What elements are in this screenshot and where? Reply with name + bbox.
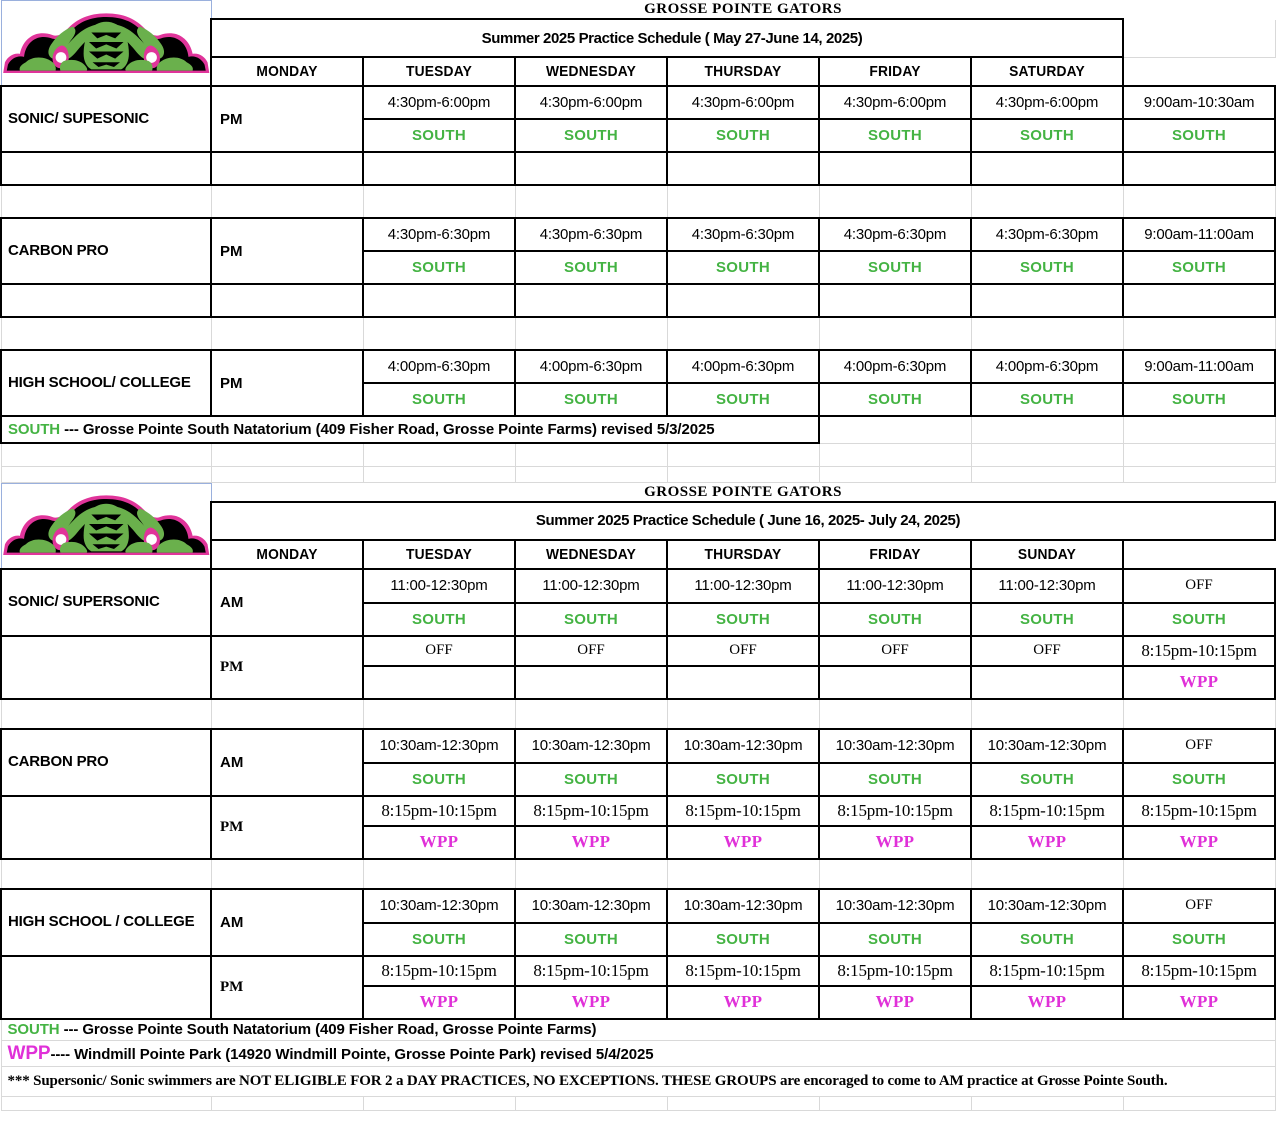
cell-location: WPP: [667, 826, 819, 859]
day-header-wednesday: WEDNESDAY: [521, 57, 661, 86]
cell-time: 8:15pm-10:15pm: [515, 796, 667, 826]
cell-time: 8:15pm-10:15pm: [819, 796, 971, 826]
schedule-subtitle-2: Summer 2025 Practice Schedule ( June 16, 2025- July 24, 2025): [211, 502, 1275, 540]
gap-row: [1, 466, 1287, 482]
cell-location: SOUTH: [819, 763, 971, 796]
spacer: [1123, 540, 1275, 569]
cell-time: OFF: [667, 636, 819, 666]
cell-time: OFF: [971, 636, 1123, 666]
day-header-friday: FRIDAY: [825, 540, 965, 569]
spacer: [1275, 416, 1287, 443]
cell-location: WPP: [515, 986, 667, 1019]
cell-location: SOUTH: [971, 603, 1123, 636]
gap-row: [1, 317, 1287, 350]
gap-row: [1, 699, 1287, 729]
group-label-carbon-pro: CARBON PRO: [1, 218, 211, 284]
day-header-tuesday: TUESDAY: [369, 540, 509, 569]
cell-location: SOUTH: [971, 383, 1123, 416]
period-label-sonic-pm: PM: [211, 636, 363, 699]
day-header-monday: MONDAY: [217, 540, 357, 569]
empty-cell: [211, 152, 363, 185]
group-label-sonic: SONIC/ SUPERSONIC: [1, 569, 211, 636]
gator-logo: [1, 1, 211, 87]
cell-location: SOUTH: [819, 383, 971, 416]
cell-location: SOUTH: [971, 119, 1123, 152]
cell-time: 8:15pm-10:15pm: [363, 796, 515, 826]
cell-location: SOUTH: [515, 763, 667, 796]
cell-time: 4:00pm-6:30pm: [515, 350, 667, 383]
cell-location: SOUTH: [971, 763, 1123, 796]
group-row-highschool-times: [1, 350, 1287, 383]
legend-wpp-2: [1, 1041, 1275, 1067]
spacer: [1275, 826, 1287, 859]
legend-row-wpp-2: [1, 1041, 1287, 1067]
cell-time: 8:15pm-10:15pm: [971, 796, 1123, 826]
legend-pad: [819, 416, 971, 443]
empty-cell: [667, 152, 819, 185]
day-header-tuesday: TUESDAY: [369, 57, 509, 86]
cell-location: SOUTH: [667, 119, 819, 152]
cell-time: 4:00pm-6:30pm: [971, 350, 1123, 383]
cell-location: SOUTH: [1123, 119, 1275, 152]
cell-location: [363, 666, 515, 699]
spacer: [1275, 729, 1287, 763]
legend-wpp-text: ---- Windmill Pointe Park (14920 Windmill Pointe, Grosse Pointe Park) revised 5/4/2025: [50, 1045, 654, 1063]
spacer: [1275, 251, 1287, 284]
cell-location: SOUTH: [819, 251, 971, 284]
spacer: [1275, 1019, 1287, 1041]
empty-cell: [515, 284, 667, 317]
cell-time: 4:30pm-6:00pm: [363, 86, 515, 119]
cell-location: SOUTH: [363, 119, 515, 152]
empty-cell: [1, 284, 211, 317]
cell-location: WPP: [363, 986, 515, 1019]
cell-location: WPP: [1123, 986, 1275, 1019]
spacer: [1275, 956, 1287, 986]
cell-location: WPP: [819, 986, 971, 1019]
cell-location: SOUTH: [667, 603, 819, 636]
group-label-sonic: SONIC/ SUPESONIC: [1, 86, 211, 152]
legend-south-text: --- Grosse Pointe South Natatorium (409 Fisher Road, Grosse Pointe Farms): [59, 1021, 597, 1039]
day-header-wednesday: WEDNESDAY: [521, 540, 661, 569]
empty-cell: [1, 152, 211, 185]
legend-wpp-tag: WPP: [7, 1042, 51, 1064]
cell-time: 9:00am-11:00am: [1123, 218, 1275, 251]
day-header-monday: MONDAY: [217, 57, 357, 86]
spacer: [1275, 763, 1287, 796]
group-label-high-school-college: HIGH SCHOOL / COLLEGE: [1, 889, 211, 956]
empty-cell: [1, 636, 211, 699]
cell-time: 4:30pm-6:30pm: [971, 218, 1123, 251]
period-label-carbon-pro-am: AM: [211, 729, 363, 796]
cell-location: SOUTH: [515, 251, 667, 284]
day-header-thursday: THURSDAY: [673, 57, 813, 86]
spacer: [1275, 1, 1287, 20]
cell-time: 11:00-12:30pm: [819, 569, 971, 603]
empty-cell: [971, 284, 1123, 317]
spacer: [1275, 540, 1287, 569]
cell-location: SOUTH: [819, 603, 971, 636]
cell-time: 10:30am-12:30pm: [667, 729, 819, 763]
legend-pad: [1123, 416, 1275, 443]
cell-time: 4:30pm-6:00pm: [819, 86, 971, 119]
cell-time: OFF: [515, 636, 667, 666]
gap-row: [1, 1097, 1287, 1111]
group-label-carbon-pro: CARBON PRO: [1, 729, 211, 796]
cell-location: SOUTH: [971, 923, 1123, 956]
cell-location: SOUTH: [1123, 923, 1275, 956]
period-label-carbon-pro-pm: PM: [211, 796, 363, 859]
cell-time: 11:00-12:30pm: [363, 569, 515, 603]
cell-location: SOUTH: [667, 763, 819, 796]
cell-time: 10:30am-12:30pm: [971, 729, 1123, 763]
group-row-sonic-am-times: [1, 569, 1287, 603]
period-label-carbon-pro: PM: [211, 218, 363, 284]
spacer: [1275, 152, 1287, 185]
group-row-sonic-empty: [1, 152, 1287, 185]
spacer: [1275, 383, 1287, 416]
cell-location: SOUTH: [1123, 251, 1275, 284]
cell-time: 10:30am-12:30pm: [363, 889, 515, 923]
cell-time: 4:30pm-6:00pm: [971, 86, 1123, 119]
cell-location: SOUTH: [819, 923, 971, 956]
cell-location: SOUTH: [363, 603, 515, 636]
spacer: [1275, 483, 1287, 502]
cell-time: 10:30am-12:30pm: [363, 729, 515, 763]
cell-location: SOUTH: [667, 251, 819, 284]
cell-time: 10:30am-12:30pm: [515, 889, 667, 923]
cell-location: SOUTH: [363, 383, 515, 416]
cell-time: OFF: [363, 636, 515, 666]
cell-location: SOUTH: [363, 763, 515, 796]
period-label-high-school-college-am: AM: [211, 889, 363, 956]
period-label-high-school-college: PM: [211, 350, 363, 416]
gator-logo-icon: [2, 493, 211, 557]
group-row-carbon-am-times: [1, 729, 1287, 763]
period-label-high-school-college-pm: PM: [211, 956, 363, 1019]
cell-location: SOUTH: [1123, 383, 1275, 416]
period-label-sonic: PM: [211, 86, 363, 152]
empty-cell: [363, 152, 515, 185]
spacer: [1275, 119, 1287, 152]
cell-time: 4:30pm-6:00pm: [667, 86, 819, 119]
cell-time: 4:00pm-6:30pm: [667, 350, 819, 383]
gator-logo-icon: [2, 11, 211, 75]
gap-row: [1, 185, 1287, 218]
empty-cell: [515, 152, 667, 185]
eligibility-note: *** Supersonic/ Sonic swimmers are NOT ELIGIBLE FOR 2 a DAY PRACTICES, NO EXCEPTIONS. THESE GROUPS are encoraged to come to AM practice at Grosse Pointe South.: [1, 1067, 1275, 1097]
group-row-carbon-times: [1, 218, 1287, 251]
group-row-sonic-times: [1, 86, 1287, 119]
cell-location: SOUTH: [515, 923, 667, 956]
cell-time: 8:15pm-10:15pm: [667, 796, 819, 826]
cell-time: 8:15pm-10:15pm: [1123, 636, 1275, 666]
cell-time: 8:15pm-10:15pm: [363, 956, 515, 986]
schedule-subtitle-1: Summer 2025 Practice Schedule ( May 27-June 14, 2025): [211, 19, 1123, 57]
cell-time: OFF: [1123, 729, 1275, 763]
cell-time: 9:00am-11:00am: [1123, 350, 1275, 383]
cell-location: SOUTH: [515, 383, 667, 416]
title-row-2: [1, 483, 1287, 502]
empty-cell: [667, 284, 819, 317]
cell-time: 4:30pm-6:30pm: [363, 218, 515, 251]
cell-location: SOUTH: [1123, 603, 1275, 636]
spacer: [1275, 796, 1287, 826]
cell-time: 4:00pm-6:30pm: [363, 350, 515, 383]
cell-time: 11:00-12:30pm: [667, 569, 819, 603]
group-label-high-school-college: HIGH SCHOOL/ COLLEGE: [1, 350, 211, 416]
cell-location: WPP: [819, 826, 971, 859]
title-row-1: [1, 1, 1287, 20]
spacer: [1275, 19, 1287, 57]
spacer: [1275, 636, 1287, 666]
empty-cell: [971, 152, 1123, 185]
cell-location: WPP: [971, 986, 1123, 1019]
cell-time: 10:30am-12:30pm: [819, 889, 971, 923]
cell-location: [667, 666, 819, 699]
empty-cell: [1123, 152, 1275, 185]
spacer: [1275, 986, 1287, 1019]
empty-cell: [211, 284, 363, 317]
spacer: [1275, 889, 1287, 923]
schedule-table-1: [0, 0, 1287, 483]
legend-south-1: [1, 416, 819, 443]
cell-time: 4:30pm-6:30pm: [515, 218, 667, 251]
spacer: [1275, 1067, 1287, 1097]
legend-row-south-2: [1, 1019, 1287, 1041]
cell-location: [515, 666, 667, 699]
cell-location: WPP: [1123, 826, 1275, 859]
spacer: [1275, 1041, 1287, 1067]
cell-time: 8:15pm-10:15pm: [819, 956, 971, 986]
spacer: [1275, 502, 1287, 540]
cell-time: 11:00-12:30pm: [971, 569, 1123, 603]
cell-location: SOUTH: [363, 251, 515, 284]
day-header-friday: FRIDAY: [825, 57, 965, 86]
group-row-sonic-pm-times: [1, 636, 1287, 666]
note-row: [1, 1067, 1287, 1097]
group-row-highschool-am-times: [1, 889, 1287, 923]
gap-row: [1, 859, 1287, 889]
cell-location: [971, 666, 1123, 699]
spacer: [1275, 218, 1287, 251]
cell-location: WPP: [363, 826, 515, 859]
empty-cell: [363, 284, 515, 317]
day-header-saturday: SATURDAY: [977, 57, 1117, 86]
cell-location: SOUTH: [515, 603, 667, 636]
legend-row-1: [1, 416, 1287, 443]
spacer: [1275, 350, 1287, 383]
spacer: [1275, 284, 1287, 317]
empty-cell: [819, 152, 971, 185]
schedule-title-2: GROSSE POINTE GATORS: [211, 483, 1275, 502]
cell-time: 9:00am-10:30am: [1123, 86, 1275, 119]
spacer: [1275, 666, 1287, 699]
period-label-sonic-am: AM: [211, 569, 363, 636]
cell-time: 8:15pm-10:15pm: [667, 956, 819, 986]
empty-cell: [819, 284, 971, 317]
cell-location: SOUTH: [819, 119, 971, 152]
schedule-table-2: [0, 483, 1287, 1112]
cell-location: SOUTH: [667, 923, 819, 956]
cell-location: WPP: [667, 986, 819, 1019]
cell-location: SOUTH: [363, 923, 515, 956]
cell-location: WPP: [515, 826, 667, 859]
spacer: [1275, 603, 1287, 636]
cell-time: 10:30am-12:30pm: [515, 729, 667, 763]
day-header-sunday: SUNDAY: [977, 540, 1117, 569]
cell-time: 4:30pm-6:30pm: [667, 218, 819, 251]
gator-logo: [1, 483, 211, 569]
cell-time: 4:30pm-6:00pm: [515, 86, 667, 119]
legend-pad: [971, 416, 1123, 443]
group-row-carbon-pm-times: [1, 796, 1287, 826]
cell-location: SOUTH: [1123, 763, 1275, 796]
spacer: [1275, 86, 1287, 119]
cell-time: 10:30am-12:30pm: [819, 729, 971, 763]
spacer: [1275, 923, 1287, 956]
cell-location: [819, 666, 971, 699]
cell-location: SOUTH: [515, 119, 667, 152]
cell-location: SOUTH: [667, 383, 819, 416]
cell-location: WPP: [971, 826, 1123, 859]
spacer: [1275, 57, 1287, 86]
legend-south-text: --- Grosse Pointe South Natatorium (409 Fisher Road, Grosse Pointe Farms) revised 5/3/2025: [60, 421, 715, 438]
empty-cell: [1, 956, 211, 1019]
empty-cell: [1123, 284, 1275, 317]
empty-cell: [1, 796, 211, 859]
cell-time: 8:15pm-10:15pm: [515, 956, 667, 986]
group-row-highschool-pm-times: [1, 956, 1287, 986]
cell-time: 4:30pm-6:30pm: [819, 218, 971, 251]
schedule-title-1: GROSSE POINTE GATORS: [211, 1, 1275, 20]
cell-time: OFF: [1123, 569, 1275, 603]
cell-location: WPP: [1123, 666, 1275, 699]
legend-south-tag: SOUTH: [7, 1021, 60, 1039]
cell-time: 8:15pm-10:15pm: [971, 956, 1123, 986]
subtitle-pad: [1123, 19, 1275, 57]
gap-row: [1, 443, 1287, 466]
cell-time: 8:15pm-10:15pm: [1123, 956, 1275, 986]
day-header-thursday: THURSDAY: [673, 540, 813, 569]
legend-south-2: [1, 1019, 1275, 1041]
spacer: [1123, 57, 1275, 86]
cell-time: 8:15pm-10:15pm: [1123, 796, 1275, 826]
cell-location: SOUTH: [971, 251, 1123, 284]
cell-time: OFF: [1123, 889, 1275, 923]
spacer: [1275, 569, 1287, 603]
group-row-carbon-empty: [1, 284, 1287, 317]
cell-time: 10:30am-12:30pm: [667, 889, 819, 923]
cell-time: OFF: [819, 636, 971, 666]
legend-south-tag: SOUTH: [8, 421, 61, 438]
cell-time: 10:30am-12:30pm: [971, 889, 1123, 923]
cell-time: 11:00-12:30pm: [515, 569, 667, 603]
cell-time: 4:00pm-6:30pm: [819, 350, 971, 383]
